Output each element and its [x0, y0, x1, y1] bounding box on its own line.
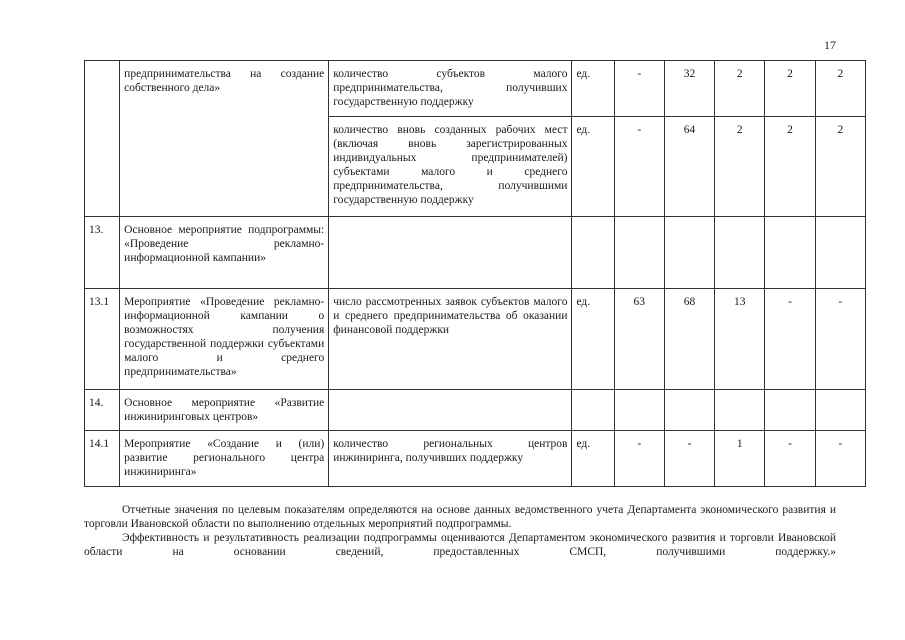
row-number-cell: 14.1: [85, 431, 120, 487]
table-row: [85, 217, 866, 289]
value-cell: 2: [815, 61, 865, 117]
value-cell: 63: [614, 289, 664, 390]
value-cell: [614, 390, 664, 431]
value-cell: [815, 390, 865, 431]
value-cell: 2: [715, 117, 765, 217]
unit-cell: [572, 217, 614, 289]
row-number-cell: [85, 61, 120, 217]
row-number-cell: 14.: [85, 390, 120, 431]
value-cell: 68: [664, 289, 714, 390]
value-cell: [715, 390, 765, 431]
unit-cell: ед.: [572, 289, 614, 390]
value-cell: -: [614, 117, 664, 217]
row-number-cell: 13.1: [85, 289, 120, 390]
unit-cell: [572, 390, 614, 431]
unit-cell: ед.: [572, 431, 614, 487]
value-cell: -: [614, 61, 664, 117]
value-cell: 64: [664, 117, 714, 217]
note-paragraph: Отчетные значения по целевым показателям определяются на основе данных ведомственного учета Департамента экономического развития и торговли Ивановской области по выполнению отдельных мероприятий подпрограммы.: [84, 504, 836, 530]
value-cell: [815, 217, 865, 289]
indicator-cell: количество вновь созданных рабочих мест (включая вновь зарегистрированных индивидуальных предпринимателей) субъектами малого и среднего предпринимательства, получившими государственную поддержку: [329, 117, 572, 217]
activity-name-cell: Основное мероприятие «Развитие инжиниринговых центров»: [120, 390, 329, 431]
value-cell: [614, 217, 664, 289]
value-cell: 1: [715, 431, 765, 487]
value-cell: -: [765, 289, 815, 390]
value-cell: -: [815, 289, 865, 390]
unit-cell: ед.: [572, 117, 614, 217]
table-row: [85, 431, 866, 487]
value-cell: -: [614, 431, 664, 487]
value-cell: [715, 217, 765, 289]
note-paragraph: Эффективность и результативность реализации подпрограммы оцениваются Департаментом экономического развития и торговли Ивановской области на основании сведений, предоставленных СМСП, получившими поддержку.»: [84, 532, 836, 558]
value-cell: [765, 390, 815, 431]
value-cell: [664, 390, 714, 431]
value-cell: 13: [715, 289, 765, 390]
table-row: [85, 289, 866, 390]
value-cell: 2: [815, 117, 865, 217]
table-row: [85, 390, 866, 431]
activity-name-cell: Мероприятие «Проведение рекламно-информационной кампании о возможностях получения государственной поддержки субъектами малого и среднего предпринимательства»: [120, 289, 329, 390]
value-cell: -: [664, 431, 714, 487]
row-number-cell: 13.: [85, 217, 120, 289]
indicator-cell: [329, 390, 572, 431]
value-cell: 32: [664, 61, 714, 117]
value-cell: 2: [715, 61, 765, 117]
indicator-cell: число рассмотренных заявок субъектов малого и среднего предпринимательства об оказании финансовой поддержки: [329, 289, 572, 390]
notes-section: [84, 503, 836, 559]
value-cell: -: [815, 431, 865, 487]
indicator-cell: количество субъектов малого предпринимательства, получивших государственную поддержку: [329, 61, 572, 117]
activity-name-cell: Основное мероприятие подпрограммы: «Проведение рекламно-информационной кампании»: [120, 217, 329, 289]
page-number: 17: [824, 38, 836, 52]
activity-name-cell: Мероприятие «Создание и (или) развитие регионального центра инжиниринга»: [120, 431, 329, 487]
program-indicators-table: [84, 60, 866, 487]
value-cell: 2: [765, 117, 815, 217]
unit-cell: ед.: [572, 61, 614, 117]
value-cell: [765, 217, 815, 289]
indicator-cell: [329, 217, 572, 289]
value-cell: [664, 217, 714, 289]
activity-name-cell: предпринимательства на создание собственного дела»: [120, 61, 329, 217]
table-row: [85, 61, 866, 117]
value-cell: -: [765, 431, 815, 487]
indicator-cell: количество региональных центров инжиниринга, получивших поддержку: [329, 431, 572, 487]
value-cell: 2: [765, 61, 815, 117]
